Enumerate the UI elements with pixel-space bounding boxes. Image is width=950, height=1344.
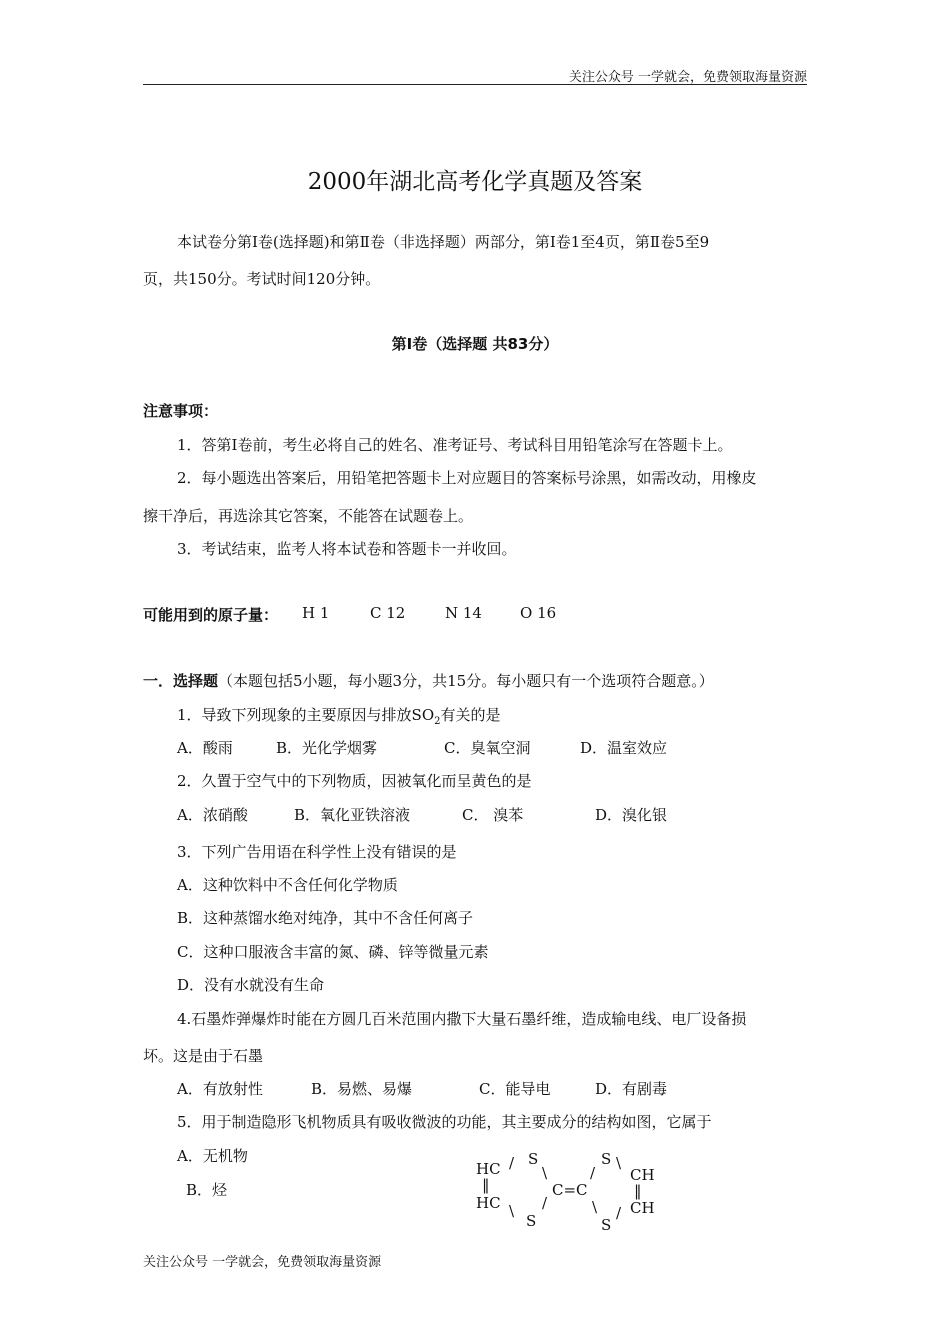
notice-item-2-cont: 擦干净后，再选涂其它答案，不能答在试题卷上。 [143, 507, 474, 525]
q1-stem-text-end: 有关的是 [440, 706, 501, 724]
atomic-h: H 1 [302, 604, 330, 622]
atomic-o: O 16 [520, 604, 557, 622]
part-heading [143, 670, 714, 691]
mol-hc-bottom: HC [476, 1194, 501, 1212]
question-2-stem: 2．久置于空气中的下列物质，因被氧化而呈黄色的是 [177, 772, 532, 790]
notice-item-2: 2．每小题选出答案后，用铅笔把答题卡上对应题目的答案标号涂黑，如需改动，用橡皮 [177, 469, 757, 487]
q1-option-b: B．光化学烟雾 [276, 739, 378, 757]
part-label: 一．选择题 [143, 672, 219, 690]
mol-double-right: ‖ [634, 1182, 642, 1200]
mol-s-2: S [526, 1212, 537, 1230]
question-1-stem [177, 704, 501, 727]
atomic-n: N 14 [445, 604, 482, 622]
part-desc: （本题包括5小题，每小题3分，共15分。每小题只有一个选项符合题意。） [218, 672, 714, 690]
mol-bond-6: \ [616, 1154, 622, 1172]
notice-heading: 注意事项： [143, 402, 219, 420]
mol-bond-3: \ [509, 1202, 515, 1220]
header-note: 关注公众号 一学就会，免费领取海量资源 [568, 70, 807, 85]
question-4-stem: 4.石墨炸弹爆炸时能在方圆几百米范围内撒下大量石墨纤维，造成输电线、电厂设备损 [177, 1010, 747, 1028]
q1-option-c: C．臭氧空洞 [444, 739, 531, 757]
mol-ch-bottom: CH [630, 1199, 655, 1217]
mol-s-3: S [601, 1150, 612, 1168]
atomic-c: C 12 [370, 604, 406, 622]
q2-option-c: C． 溴苯 [462, 806, 524, 824]
q1-option-d: D．温室效应 [580, 739, 668, 757]
intro-line-2: 页，共150分。考试时间120分钟。 [143, 270, 381, 288]
q4-option-c: C．能导电 [479, 1080, 551, 1098]
intro-line-1: 本试卷分第Ⅰ卷(选择题)和第Ⅱ卷（非选择题）两部分，第Ⅰ卷1至4页，第Ⅱ卷5至9 [177, 233, 710, 251]
mol-s-1: S [528, 1150, 539, 1168]
q5-option-a: A．无机物 [177, 1147, 248, 1165]
q2-option-d: D．溴化银 [595, 806, 668, 824]
q4-option-d: D．有剧毒 [595, 1080, 668, 1098]
header-divider [143, 84, 807, 85]
mol-s-4: S [601, 1216, 612, 1234]
mol-bond-7: \ [592, 1198, 598, 1216]
q3-option-b: B．这种蒸馏水绝对纯净，其中不含任何离子 [177, 909, 474, 927]
mol-bond-4: / [542, 1194, 548, 1212]
q1-subscript: 2 [434, 716, 441, 727]
question-5-stem: 5．用于制造隐形飞机物质具有吸收微波的功能，其主要成分的结构如图，它属于 [177, 1113, 712, 1131]
molecule-structure [470, 1148, 670, 1238]
q4-option-b: B．易燃、易爆 [311, 1080, 413, 1098]
q4-option-a: A．有放射性 [177, 1080, 263, 1098]
question-3-stem: 3．下列广告用语在科学性上没有错误的是 [177, 843, 457, 861]
question-4-stem-cont: 坏。这是由于石墨 [143, 1047, 264, 1065]
q5-option-b: B．烃 [186, 1181, 228, 1199]
mol-bond-1: / [509, 1154, 515, 1172]
page-title: 2000年湖北高考化学真题及答案 [307, 169, 643, 195]
atomic-label: 可能用到的原子量： [143, 606, 279, 624]
q3-option-a: A．这种饮料中不含任何化学物质 [177, 876, 398, 894]
footer-note: 关注公众号 一学就会，免费领取海量资源 [143, 1255, 382, 1270]
notice-item-3: 3．考试结束，监考人将本试卷和答题卡一并收回。 [177, 540, 517, 558]
mol-bond-5: / [590, 1164, 596, 1182]
notice-item-1: 1．答第Ⅰ卷前，考生必将自己的姓名、准考证号、考试科目用铅笔涂写在答题卡上。 [177, 436, 733, 454]
section-heading: 第Ⅰ卷（选择题 共83分） [391, 335, 559, 353]
q2-option-a: A．浓硝酸 [177, 806, 248, 824]
q3-option-d: D．没有水就没有生命 [177, 976, 325, 994]
mol-double-left: ‖ [482, 1176, 490, 1194]
q2-option-b: B．氧化亚铁溶液 [294, 806, 411, 824]
q1-option-a: A．酸雨 [177, 739, 233, 757]
mol-ch-top: CH [630, 1166, 655, 1184]
mol-center-cc: C=C [552, 1181, 588, 1199]
mol-bond-8: / [616, 1204, 622, 1222]
q3-option-c: C．这种口服液含丰富的氮、磷、锌等微量元素 [177, 943, 489, 961]
q1-stem-text: 1．导致下列现象的主要原因与排放SO [177, 706, 435, 724]
mol-hc-top: HC [476, 1160, 501, 1178]
mol-bond-2: \ [542, 1164, 548, 1182]
